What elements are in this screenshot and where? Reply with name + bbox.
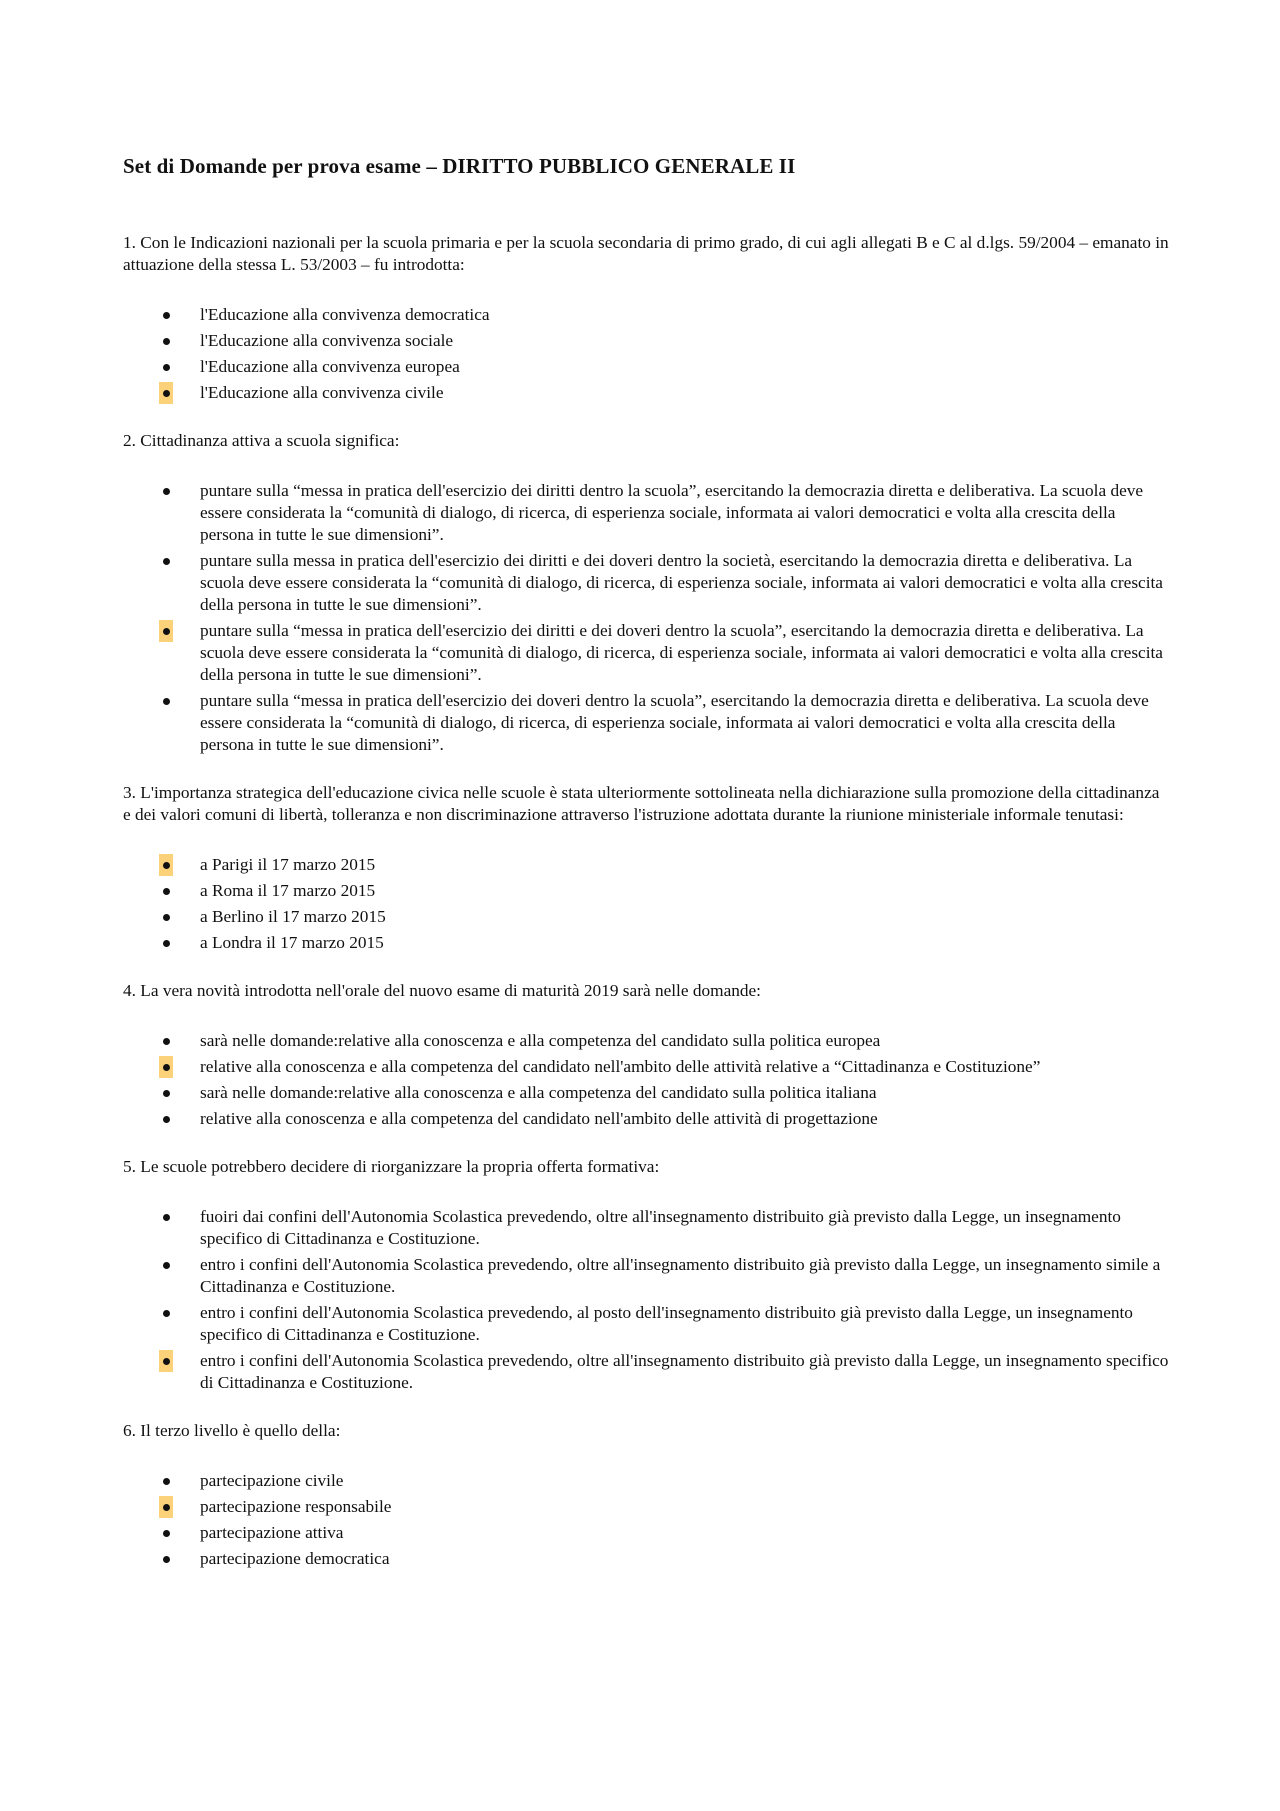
answer-item xyxy=(123,1548,1170,1570)
document-title: Set di Domande per prova esame – DIRITTO PUBBLICO GENERALE II xyxy=(123,154,796,178)
question-2 xyxy=(123,430,1170,756)
answer-item xyxy=(123,304,1170,326)
answer-item xyxy=(123,1254,1170,1298)
answer-text: entro i confini dell'Autonomia Scolastica prevedendo, al posto dell'insegnamento distribuito già previsto dalla Legge, un insegnamento specifico di Cittadinanza e Costituzione. xyxy=(200,1303,1133,1344)
answer-text: partecipazione attiva xyxy=(200,1523,344,1542)
question-6 xyxy=(123,1420,1170,1570)
question-1 xyxy=(123,232,1170,404)
bullet-icon xyxy=(159,1082,173,1104)
answer-text: l'Educazione alla convivenza sociale xyxy=(200,331,454,350)
question-text: 6. Il terzo livello è quello della: xyxy=(123,1421,341,1440)
bullet-icon xyxy=(159,932,173,954)
bullet-icon xyxy=(159,480,173,502)
answer-text: fuoiri dai confini dell'Autonomia Scolastica prevedendo, oltre all'insegnamento distribuito già previsto dalla Legge, un insegnamento specifico di Cittadinanza e Costituzione. xyxy=(200,1207,1121,1248)
question-4 xyxy=(123,980,1170,1130)
bullet-icon xyxy=(159,1108,173,1130)
bullet-icon xyxy=(159,1254,173,1276)
answer-text: partecipazione responsabile xyxy=(200,1497,392,1516)
answer-item xyxy=(123,1470,1170,1492)
answer-item xyxy=(123,880,1170,902)
bullet-icon xyxy=(159,356,173,378)
answer-list xyxy=(123,480,1170,756)
bullet-icon xyxy=(159,550,173,572)
answer-text: a Roma il 17 marzo 2015 xyxy=(200,881,376,900)
highlighted-bullet-icon xyxy=(159,1350,173,1372)
answer-item xyxy=(123,1522,1170,1544)
highlighted-bullet-icon xyxy=(159,382,173,404)
answer-item xyxy=(123,690,1170,756)
bullet-icon xyxy=(159,1030,173,1052)
answer-item xyxy=(123,480,1170,546)
answer-text: puntare sulla “messa in pratica dell'esercizio dei doveri dentro la scuola”, esercitando la democrazia diretta e deliberativa. La scuola deve essere considerata la “comunità di dialogo, di ricerca, di esperienza sociale, informata ai valori democratici e volta alla crescita della persona in tutte le sue dimensioni”. xyxy=(200,691,1149,754)
answer-item xyxy=(123,1496,1170,1518)
question-text: 1. Con le Indicazioni nazionali per la scuola primaria e per la scuola secondaria di primo grado, di cui agli allegati B e C al d.lgs. 59/2004 – emanato in attuazione della stessa L. 53/2003 – fu introdotta: xyxy=(123,233,1169,274)
answer-item xyxy=(123,356,1170,378)
answer-list xyxy=(123,1470,1170,1570)
highlighted-bullet-icon xyxy=(159,1496,173,1518)
answer-item xyxy=(123,382,1170,404)
answer-item xyxy=(123,1350,1170,1394)
answer-item xyxy=(123,1108,1170,1130)
bullet-icon xyxy=(159,1206,173,1228)
answer-list xyxy=(123,304,1170,404)
answer-item xyxy=(123,1206,1170,1250)
bullet-icon xyxy=(159,1548,173,1570)
answer-item xyxy=(123,906,1170,928)
question-3 xyxy=(123,782,1170,954)
bullet-icon xyxy=(159,304,173,326)
question-5 xyxy=(123,1156,1170,1394)
answer-text: sarà nelle domande:relative alla conoscenza e alla competenza del candidato sulla politica italiana xyxy=(200,1083,877,1102)
answer-text: a Berlino il 17 marzo 2015 xyxy=(200,907,386,926)
answer-text: sarà nelle domande:relative alla conoscenza e alla competenza del candidato sulla politica europea xyxy=(200,1031,881,1050)
highlighted-bullet-icon xyxy=(159,620,173,642)
bullet-icon xyxy=(159,1522,173,1544)
question-text: 5. Le scuole potrebbero decidere di riorganizzare la propria offerta formativa: xyxy=(123,1157,660,1176)
answer-item xyxy=(123,854,1170,876)
answer-item xyxy=(123,620,1170,686)
bullet-icon xyxy=(159,330,173,352)
answer-item xyxy=(123,932,1170,954)
answer-text: l'Educazione alla convivenza civile xyxy=(200,383,444,402)
answer-text: a Parigi il 17 marzo 2015 xyxy=(200,855,376,874)
answer-list xyxy=(123,1206,1170,1394)
answer-item xyxy=(123,1030,1170,1052)
answer-text: partecipazione civile xyxy=(200,1471,344,1490)
answer-text: l'Educazione alla convivenza europea xyxy=(200,357,460,376)
bullet-icon xyxy=(159,1302,173,1324)
answer-item xyxy=(123,1082,1170,1104)
question-text: 4. La vera novità introdotta nell'orale del nuovo esame di maturità 2019 sarà nelle domande: xyxy=(123,981,761,1000)
answer-list xyxy=(123,854,1170,954)
answer-text: a Londra il 17 marzo 2015 xyxy=(200,933,384,952)
answer-text: puntare sulla “messa in pratica dell'esercizio dei diritti e dei doveri dentro la scuola”, esercitando la democrazia diretta e deliberativa. La scuola deve essere considerata la “comunità di dialogo, di ricerca, di esperienza sociale, informata ai valori democratici e volta alla crescita della persona in tutte le sue dimensioni”. xyxy=(200,621,1163,684)
answer-text: puntare sulla “messa in pratica dell'esercizio dei diritti dentro la scuola”, esercitando la democrazia diretta e deliberativa. La scuola deve essere considerata la “comunità di dialogo, di ricerca, di esperienza sociale, informata ai valori democratici e volta alla crescita della persona in tutte le sue dimensioni”. xyxy=(200,481,1144,544)
answer-item xyxy=(123,330,1170,352)
bullet-icon xyxy=(159,906,173,928)
bullet-icon xyxy=(159,690,173,712)
bullet-icon xyxy=(159,1470,173,1492)
answer-list xyxy=(123,1030,1170,1130)
answer-text: l'Educazione alla convivenza democratica xyxy=(200,305,490,324)
answer-item xyxy=(123,1302,1170,1346)
highlighted-bullet-icon xyxy=(159,1056,173,1078)
answer-text: partecipazione democratica xyxy=(200,1549,390,1568)
answer-text: puntare sulla messa in pratica dell'esercizio dei diritti e dei doveri dentro la società, esercitando la democrazia diretta e deliberativa. La scuola deve essere considerata la “comunità di dialogo, di ricerca, di esperienza sociale, informata ai valori democratici e volta alla crescita della persona in tutte le sue dimensioni”. xyxy=(200,551,1163,614)
answer-item xyxy=(123,1056,1170,1078)
question-text: 3. L'importanza strategica dell'educazione civica nelle scuole è stata ulteriormente sottolineata nella dichiarazione sulla promozione della cittadinanza e dei valori comuni di libertà, tolleranza e non discriminazione attraverso l'istruzione adottata durante la riunione ministeriale informale tenutasi: xyxy=(123,783,1160,824)
question-text: 2. Cittadinanza attiva a scuola significa: xyxy=(123,431,400,450)
highlighted-bullet-icon xyxy=(159,854,173,876)
answer-item xyxy=(123,550,1170,616)
answer-text: relative alla conoscenza e alla competenza del candidato nell'ambito delle attività relative a “Cittadinanza e Costituzione” xyxy=(200,1057,1041,1076)
answer-text: relative alla conoscenza e alla competenza del candidato nell'ambito delle attività di progettazione xyxy=(200,1109,878,1128)
bullet-icon xyxy=(159,880,173,902)
answer-text: entro i confini dell'Autonomia Scolastica prevedendo, oltre all'insegnamento distribuito già previsto dalla Legge, un insegnamento simile a Cittadinanza e Costituzione. xyxy=(200,1255,1161,1296)
answer-text: entro i confini dell'Autonomia Scolastica prevedendo, oltre all'insegnamento distribuito già previsto dalla Legge, un insegnamento specifico di Cittadinanza e Costituzione. xyxy=(200,1351,1169,1392)
